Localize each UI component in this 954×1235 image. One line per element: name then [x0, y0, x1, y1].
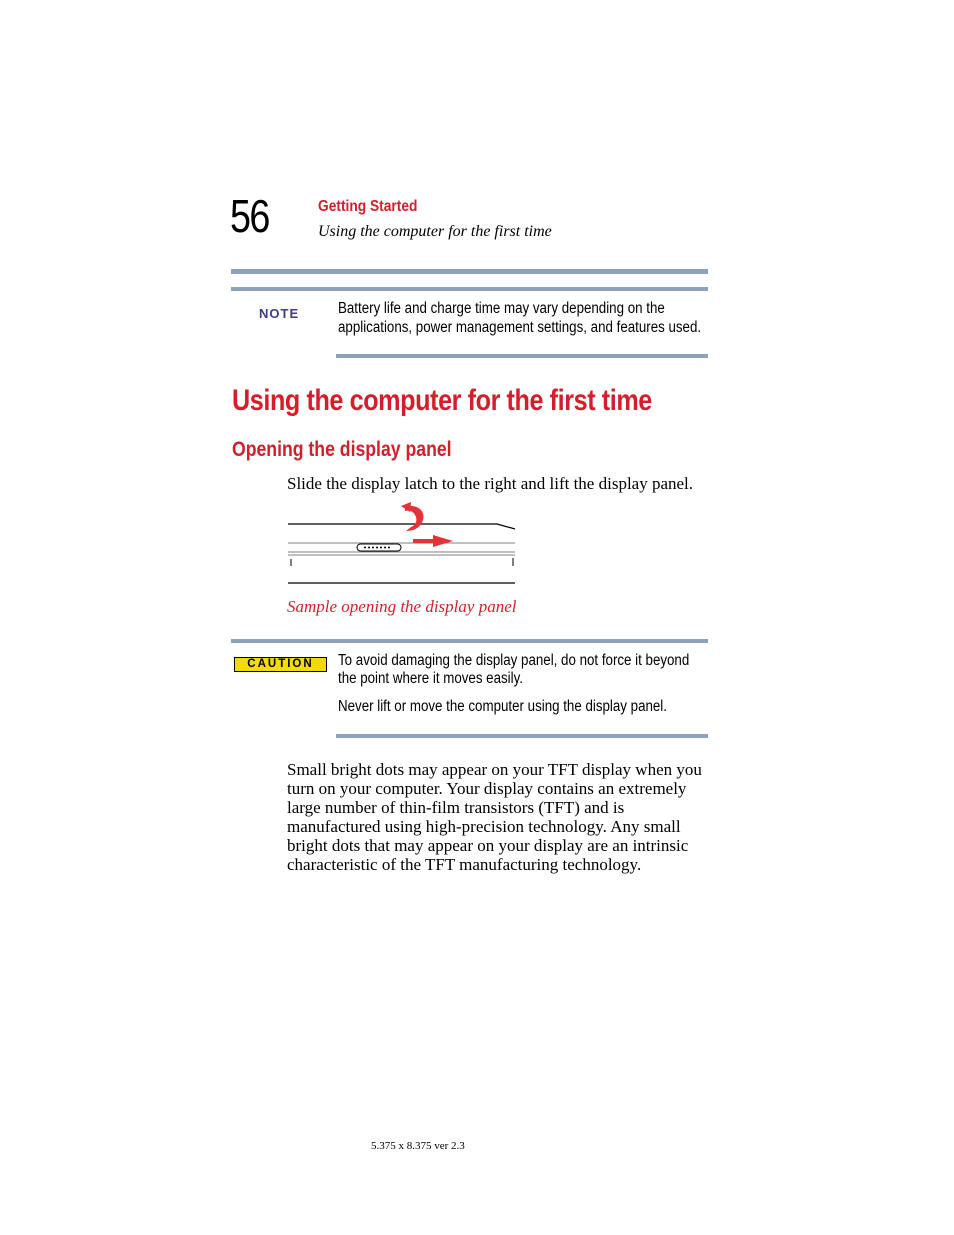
caution-text-para-2: Never lift or move the computer using the display panel. — [338, 698, 667, 715]
tft-paragraph-line: bright dots that may appear on your display are an intrinsic — [287, 836, 689, 855]
figure-caption: Sample opening the display panel — [287, 597, 517, 616]
laptop-side-outline — [288, 524, 515, 583]
slide-right-arrow-icon — [413, 535, 453, 547]
caution-text-line-1: To avoid damaging the display panel, do not force it beyond — [338, 652, 690, 669]
caution-label: CAUTION — [234, 657, 327, 672]
note-text-line-1: Battery life and charge time may vary depending on the — [338, 300, 665, 317]
note-bottom-rule — [336, 354, 708, 358]
heading-opening-display: Opening the display panel — [232, 438, 452, 461]
caution-text-line-2: the point where it moves easily. — [338, 670, 523, 687]
note-label: NOTE — [259, 306, 300, 321]
header-rule — [231, 269, 708, 274]
note-text-line-2: applications, power management settings, and features used. — [338, 319, 702, 336]
instruction-text: Slide the display latch to the right and lift the display panel. — [287, 474, 694, 493]
heading-using-computer: Using the computer for the first time — [232, 384, 652, 417]
tft-paragraph-line: manufactured using high-precision technology. Any small — [287, 817, 681, 836]
chapter-title: Getting Started — [318, 198, 418, 215]
page-footer: 5.375 x 8.375 ver 2.3 — [371, 1140, 465, 1152]
tft-paragraph-line: Small bright dots may appear on your TFT display when you — [287, 760, 702, 779]
tft-paragraph-line: characteristic of the TFT manufacturing technology. — [287, 855, 642, 874]
caution-top-rule — [231, 639, 708, 643]
lift-arrow-icon — [401, 502, 423, 531]
tft-paragraph-line: turn on your computer. Your display contains an extremely — [287, 779, 687, 798]
display-latch-illustration — [285, 502, 520, 592]
section-subtitle: Using the computer for the first time — [318, 223, 552, 240]
caution-bottom-rule — [336, 734, 708, 738]
note-top-rule — [231, 287, 708, 291]
tft-paragraph — [287, 760, 702, 874]
latch-icon — [357, 544, 401, 551]
tft-paragraph-line: large number of thin-film transistors (TFT) and is — [287, 798, 625, 817]
page-number: 56 — [230, 190, 269, 242]
